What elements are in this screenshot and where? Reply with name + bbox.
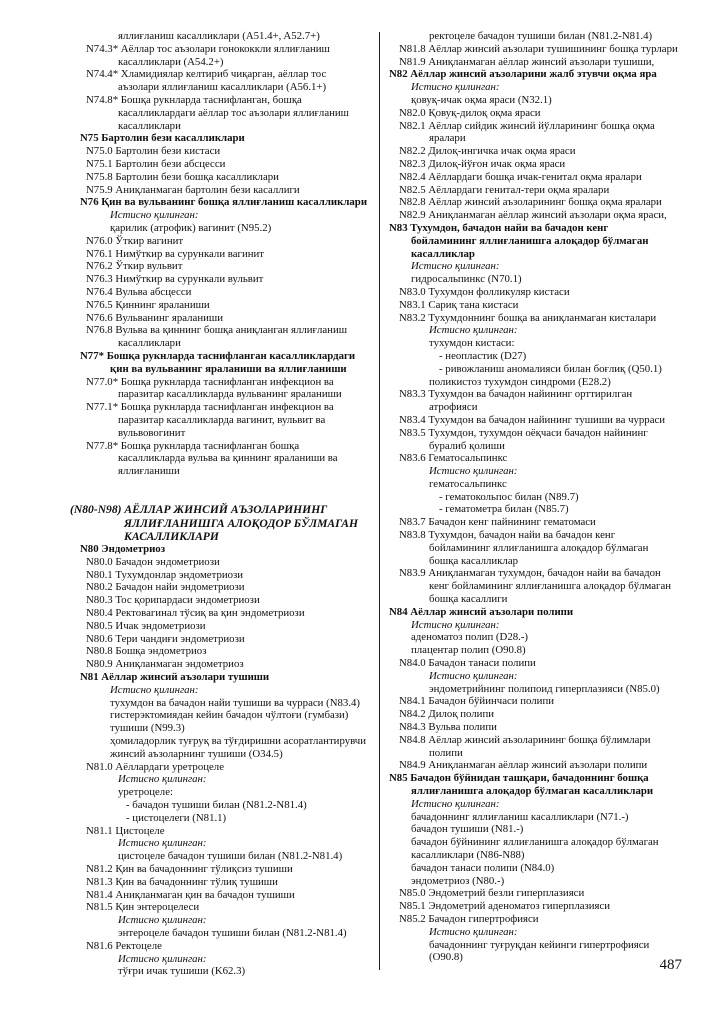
- text-line: яллиғланиши: [118, 465, 180, 478]
- text-line: яллиғланиш касалликлари (A51.4+, A52.7+): [118, 30, 320, 42]
- text-line: Истисно қилинган:: [118, 773, 207, 786]
- text-line: N81.6 Ректоцеле: [86, 939, 162, 952]
- text-line: N77.0* Бошқа рукнларда таснифланган инфекцион ва: [86, 375, 334, 388]
- text-line: N84.3 Вульва полипи: [399, 721, 497, 734]
- text-line: аъзолари яллиғланиш касалликлари (A56.1+): [118, 81, 327, 94]
- text-line: N81.4 Аниқланмаган қин ва бачадон тушиши: [86, 888, 295, 901]
- text-line: N83.3 Тухумдон ва бачадон найининг орттирилган: [399, 388, 633, 401]
- text-line: кенг бойламининг яллиғланишга алоқадор бўлмаган: [429, 580, 672, 593]
- text-line: гематосальпинкс: [429, 477, 507, 490]
- text-line: - бачадон тушиши билан (N81.2-N81.4): [126, 799, 307, 812]
- text-line: N80.5 Ичак эндометриози: [86, 619, 206, 632]
- text-line: N80.0 Бачадон эндометриози: [86, 555, 220, 568]
- text-line: N75.9 Аниқланмаган бартолин бези касаллиги: [86, 183, 300, 196]
- text-line: вульвовогинит: [118, 426, 186, 439]
- text-line: Истисно қилинган:: [411, 618, 500, 631]
- page-number: 487: [659, 957, 682, 973]
- text-line: N83.1 Сариқ тана кистаси: [399, 298, 519, 311]
- text-line: энтероцеле бачадон тушиши билан (N81.2-N81.4): [118, 927, 347, 939]
- text-line: эндометриоз (N80.-): [411, 874, 505, 887]
- text-line: N83.6 Гематосальпинкс: [399, 452, 508, 465]
- text-line: жинсий аъзоларнинг тушиши (O34.5): [110, 747, 283, 760]
- spacer: [70, 478, 374, 491]
- text-line: бойламининг яллиғланишга алоқадор бўлмаган: [429, 541, 649, 554]
- text-line: қин ва вульванинг яраланиши ва яллиғланиши: [110, 362, 347, 375]
- text-line: N80.6 Тери чандиғи эндометриози: [86, 632, 245, 645]
- text-line: N76.1 Нимўткир ва сурункали вагинит: [86, 247, 265, 260]
- text-line: Истисно қилинган:: [429, 324, 518, 337]
- text-line: N76.6 Вульванинг яраланиши: [86, 311, 223, 324]
- text-line: N83.9 Аниқланмаган тухумдон, бачадон найи ва бачадон: [399, 567, 661, 580]
- text-line: N82.0 Қовуқ-дилоқ оқма яраси: [399, 106, 541, 119]
- text-line: бачадон бўйнининг яллиғланишга алоқадор бўлмаган: [411, 836, 659, 849]
- text-line: N75.8 Бартолин бези бошқа касалликлари: [86, 170, 279, 183]
- text-line: N76.0 Ўткир вагинит: [86, 234, 184, 247]
- text-line: аденоматоз полип (D28.-): [411, 631, 529, 644]
- text-line: Истисно қилинган:: [429, 925, 518, 938]
- text-line: касалликлардаги аёллар тос аъзолари яллиғланиш: [118, 106, 349, 119]
- text-line: N85 Бачадон бўйнидан ташқари, бачадоннинг бошқа: [389, 772, 649, 785]
- text-line: N76.4 Вульва абсцесси: [86, 285, 192, 298]
- text-line: N80 Эндометриоз: [80, 543, 166, 556]
- text-line: - гематокольпос билан (N89.7): [439, 490, 579, 503]
- text-line: N74.3* Аёллар тос аъзолари гонококкли яллиғланиш: [86, 42, 330, 55]
- text-line: N84.8 Аёллар жинсий аъзоларининг бошқа бўлимлари: [399, 733, 651, 746]
- text-line: касалликлар: [411, 247, 475, 260]
- text-line: Истисно қилинган:: [429, 465, 518, 478]
- text-line: паразитар касалликларда вагинит, вульвит ва: [118, 413, 326, 426]
- text-line: N82 Аёллар жинсий аъзоларини жалб этувчи оқма яра: [389, 68, 657, 81]
- text-line: КАСАЛЛИКЛАРИ: [124, 529, 219, 543]
- text-line: N75 Бартолин бези касалликлари: [80, 132, 245, 145]
- text-line: N82.2 Дилоқ-ингичка ичак оқма яраси: [399, 145, 576, 158]
- text-line: N85.0 Эндометрий безли гиперплазияси: [399, 887, 585, 900]
- text-line: Истисно қилинган:: [411, 260, 500, 273]
- right-column: [387, 30, 687, 964]
- text-line: (O90.8): [429, 951, 463, 964]
- text-line: паразитар касалликларда вульванинг яраланиши: [118, 388, 342, 401]
- text-line: N74.8* Бошқа рукнларда таснифланган, бошқа: [86, 93, 302, 106]
- text-line: N75.1 Бартолин бези абсцесси: [86, 157, 226, 170]
- text-line: N81.0 Аёллардаги уретроцеле: [86, 760, 224, 773]
- text-line: N76.2 Ўткир вульвит: [86, 260, 183, 273]
- text-line: N82.8 Аёллар жинсий аъзоларининг бошқа оқма яралари: [399, 196, 662, 209]
- text-line: касалликлари (A54.2+): [118, 55, 224, 68]
- text-line: N84.9 Аниқланмаган аёллар жинсий аъзолари полипи: [399, 759, 648, 772]
- text-line: N81.5 Қин энтероцелеси: [86, 901, 200, 914]
- text-line: Истисно қилинган:: [411, 797, 500, 810]
- text-line: N77.8* Бошқа рукнларда таснифланган бошқа: [86, 439, 300, 452]
- text-line: яллиғланишга алоқадор бўлмаган касалликлари: [411, 785, 654, 798]
- text-line: ЯЛЛИҒЛАНИШГА АЛОҚОДОР БЎЛМАГАН: [124, 516, 359, 530]
- text-line: Истисно қилинган:: [110, 209, 199, 222]
- text-line: - ривожланиш аномалияси билан боғлиқ (Q50.1): [439, 362, 662, 375]
- text-line: бошқа касаллиги: [429, 593, 508, 606]
- text-line: Истисно қилинган:: [429, 669, 518, 682]
- text-line: N81 Аёллар жинсий аъзолари тушиши: [80, 671, 270, 684]
- text-line: N80.2 Бачадон найи эндометриози: [86, 581, 245, 594]
- text-line: бошқа касалликлар: [429, 554, 519, 567]
- text-line: N80.1 Тухумдонлар эндометриози: [86, 568, 244, 581]
- text-line: Истисно қилинган:: [118, 837, 207, 850]
- text-line: N84 Аёллар жинсий аъзолари полипи: [389, 605, 574, 618]
- text-line: ректоцеле бачадон тушиши билан (N81.2-N81.4): [429, 30, 653, 42]
- text-line: полипи: [429, 746, 463, 759]
- text-line: бачадоннинг яллиғланиш касалликлари (N71.-): [411, 810, 629, 823]
- text-line: қарилик (атрофик) вагинит (N95.2): [110, 221, 272, 234]
- text-line: бачадон тушиши (N81.-): [411, 823, 524, 836]
- text-line: N84.0 Бачадон танаси полипи: [399, 657, 536, 670]
- text-line: N83.7 Бачадон кенг пайнининг гематомаси: [399, 516, 596, 529]
- text-line: бачадон танаси полипи (N84.0): [411, 861, 555, 874]
- text-line: тўғри ичак тушиши (K62.3): [118, 965, 246, 978]
- text-line: N84.1 Бачадон бўйинчаси полипи: [399, 695, 555, 708]
- text-line: тухумдон ва бачадон найи тушиши ва чурраси (N83.4): [110, 696, 361, 709]
- text-line: N82.5 Аёллардаги генитал-тери оқма яралари: [399, 183, 610, 196]
- text-line: бачадоннинг туғруқдан кейинги гипертрофияси: [429, 938, 650, 951]
- text-line: буралиб қолиши: [429, 439, 505, 452]
- text-line: N75.0 Бартолин бези кистаси: [86, 145, 221, 158]
- text-line: атрофияси: [429, 401, 478, 414]
- text-line: N83.5 Тухумдон, тухумдон оёқчаси бачадон найининг: [399, 426, 648, 439]
- text-line: цистоцеле бачадон тушиши билан (N81.2-N81.4): [118, 850, 343, 863]
- text-line: N84.2 Дилоқ полипи: [399, 708, 495, 721]
- text-line: гистерэктомиядан кейин бачадон чўлтоғи (гумбази): [110, 709, 349, 722]
- text-line: уретроцеле:: [118, 786, 173, 799]
- text-line: N80.9 Аниқланмаган эндометриоз: [86, 658, 244, 671]
- text-line: N81.3 Қин ва бачадоннинг тўлиқ тушиши: [86, 875, 278, 888]
- text-line: N76.3 Нимўткир ва сурункали вульвит: [86, 273, 264, 286]
- text-line: N81.9 Аниқланмаган аёллар жинсий аъзолари тушиши,: [399, 55, 655, 68]
- text-line: N81.2 Қин ва бачадоннинг тўлиқсиз тушиши: [86, 863, 293, 876]
- text-line: - неопластик (D27): [439, 349, 527, 362]
- text-line: N76 Қин ва вульванинг бошқа яллиғланиш касалликлари: [80, 196, 368, 209]
- text-line: N77* Бошқа рукнларда таснифланган касалликлардаги: [80, 349, 356, 362]
- text-line: Истисно қилинган:: [110, 683, 199, 696]
- text-line: ҳомиладорлик туғруқ ва тўғдиришни асоратлантирувчи: [110, 735, 366, 748]
- text-line: N80.3 Тос қорипардаси эндометриози: [86, 594, 260, 607]
- text-line: N82.3 Дилоқ-йўғон ичак оқма яраси: [399, 157, 566, 170]
- text-line: N80.4 Ректовагинал тўсиқ ва қин эндометриози: [86, 607, 305, 620]
- text-line: - цистоцелеги (N81.1): [126, 811, 227, 824]
- text-line: N82.1 Аёллар сийдик жинсий йўлларининг бошқа оқма: [399, 119, 655, 132]
- text-line: яралари: [429, 132, 466, 145]
- text-line: N83.8 Тухумдон, бачадон найи ва бачадон кенг: [399, 529, 616, 542]
- text-line: N81.1 Цистоцеле: [86, 824, 165, 837]
- text-line: касалликлари (N86-N88): [411, 849, 525, 861]
- text-line: қовуқ-ичак оқма яраси (N32.1): [411, 93, 552, 106]
- text-line: N76.8 Вульва ва қиннинг бошқа аниқланган яллиғланиш: [86, 324, 348, 337]
- text-line: Истисно қилинган:: [411, 81, 500, 94]
- text-line: N83.0 Тухумдон фолликуляр кистаси: [399, 285, 570, 298]
- text-line: N82.4 Аёллардаги бошқа ичак-генитал оқма яралари: [399, 170, 642, 183]
- text-line: N85.2 Бачадон гипертрофияси: [399, 912, 539, 925]
- text-line: N83.2 Тухумдоннинг бошқа ва аниқланмаган кисталари: [399, 311, 657, 324]
- text-line: N76.5 Қиннинг яраланиши: [86, 298, 210, 311]
- text-line: Истисно қилинган:: [118, 914, 207, 927]
- text-line: плацентар полип (O90.8): [411, 644, 526, 657]
- text-line: N85.1 Эндометрий аденоматоз гиперплазияси: [399, 900, 611, 913]
- text-line: гидросальпинкс (N70.1): [411, 273, 522, 286]
- text-line: N83 Тухумдон, бачадон найи ва бачадон кенг: [389, 221, 609, 234]
- left-column: [70, 30, 374, 978]
- text-line: N77.1* Бошқа рукнларда таснифланган инфекцион ва: [86, 401, 334, 414]
- text-line: касалликлари: [118, 119, 181, 132]
- text-line: (N80-N98) АЁЛЛАР ЖИНСИЙ АЪЗОЛАРИНИНГ: [70, 503, 328, 517]
- text-line: N81.8 Аёллар жинсий аъзолари тушишининг бошқа турлари: [399, 42, 678, 55]
- text-line: N74.4* Хламидиялар келтириб чиқарган, аёллар тос: [86, 68, 327, 81]
- text-line: - гематометра билан (N85.7): [439, 503, 569, 516]
- text-line: тухумдон кистаси:: [429, 337, 515, 350]
- text-line: N80.8 Бошқа эндометриоз: [86, 645, 207, 658]
- text-line: N83.4 Тухумдон ва бачадон найининг тушиши ва чурраси: [399, 413, 666, 426]
- spacer: [70, 491, 374, 504]
- text-line: бойламининг яллиғланишга алоқадор бўлмаган: [411, 234, 649, 247]
- text-line: касалликлари: [118, 337, 181, 350]
- text-line: поликистоз тухумдон синдроми (E28.2): [429, 375, 611, 388]
- text-line: эндометрийнинг полипоид гиперплазияси (N85.0): [429, 682, 660, 695]
- column-divider: [379, 32, 380, 970]
- text-line: тушиши (N99.3): [110, 722, 185, 735]
- text-line: N82.9 Аниқланмаган аёллар жинсий аъзолари оқма яраси,: [399, 209, 667, 222]
- text-line: Истисно қилинган:: [118, 952, 207, 965]
- text-line: касалликларда вульва ва қиннинг яраланиши ва: [118, 452, 338, 465]
